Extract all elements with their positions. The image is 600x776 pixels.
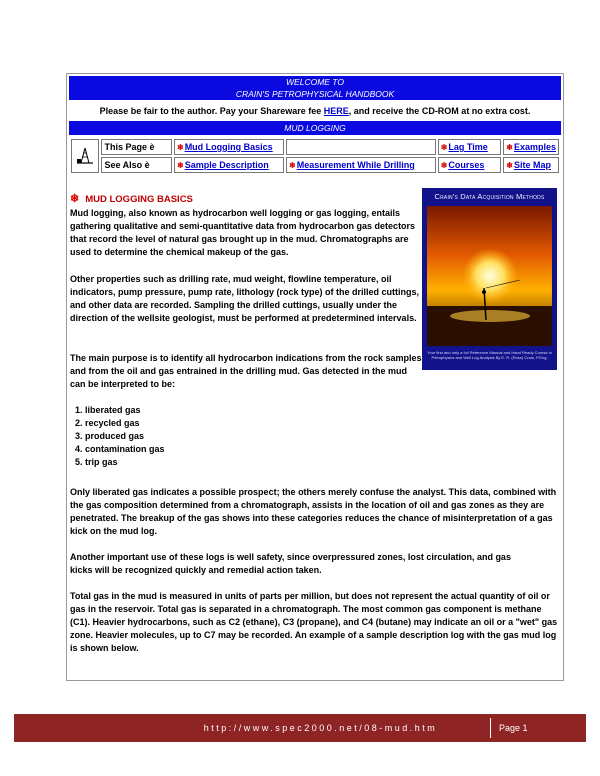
fee-text-before: Please be fair to the author. Pay your Shareware fee [99,106,324,116]
nav-site-map[interactable] [503,157,559,173]
nav-link-label[interactable]: Measurement While Drilling [296,160,415,170]
footer-page-number: Page 1 [490,718,551,738]
nav-link-label[interactable]: Sample Description [184,160,269,170]
nav-courses[interactable] [438,157,502,173]
maple-leaf-icon: ❄ [289,161,296,170]
fee-text-after: , and receive the CD-ROM at no extra cost. [348,106,531,116]
maple-leaf-icon: ❄ [506,161,513,170]
nav-lag-time[interactable] [438,139,502,155]
nav-row-see-also [71,157,559,173]
nav-measurement-while-drilling[interactable] [286,157,436,173]
nav-link-label[interactable]: Courses [448,160,485,170]
nav-empty-cell [286,139,436,155]
list-item: 3. produced gas [75,431,145,441]
paragraph-well-safety: Another important use of these logs is well safety, since overpressured zones, lost circulation, and gas kicks will be recognized quickly and remedial action taken. [70,552,511,575]
nav-see-also-label: See Also è [101,157,172,173]
footer-url[interactable]: http://www.spec2000.net/08-mud.htm [203,723,438,733]
fee-here-link[interactable]: HERE [323,106,349,116]
nav-this-page-label: This Page è [101,139,172,155]
paragraph-total-gas: Total gas in the mud is measured in units of parts per million, but does not represent the actual quantity of oil or gas in the reservoir. Total gas is separated in a chromatograph. The most common gas component is methane (C1). Heavier hydrocarbons, such as C2 (ethane), C3 (propane), and C4 (butane) may indicate an oil or a "wet" gas zone. Heavier molecules, up to C7 may be recorded. An example of a sample description log with the gas mud log is shown below. [70,591,558,653]
paragraph-purpose: The main purpose is to identify all hydrocarbon indications from the rock samples and from the oil and gas entrained in the drilling mud. Gas detected in the mud can be interpreted to be: [70,353,422,389]
nav-table [69,137,561,175]
book-cover-image[interactable] [422,188,557,370]
page-footer [14,714,586,742]
banner-line2: CRAIN'S PETROPHYSICAL HANDBOOK [235,89,395,99]
maple-leaf-icon: ❄ [70,193,80,205]
nav-link-label[interactable]: Lag Time [448,142,488,152]
section-bar: MUD LOGGING [69,121,561,135]
maple-leaf-icon: ❄ [176,143,184,152]
book-footer-text: Your first and only a full Reference Manual and Hand Ready Course in Petrophysics and Well Log Analysis By E. R. (Ross) Crain, P.Eng. [427,350,552,360]
book-title: Crain's Data Acquisition Methods [434,192,545,201]
oil-rig-icon [71,139,99,173]
heading-text: MUD LOGGING BASICS [85,194,193,205]
maple-leaf-icon: ❄ [440,143,448,152]
nav-row-this-page [71,139,559,155]
maple-leaf-icon: ❄ [440,161,448,170]
paragraph-liberated-gas: Only liberated gas indicates a possible prospect; the others merely confuse the analyst. This data, combined with the gas composition determined from a chromatograph, assists in the location of oil and gas zones as they are penetrated. The breakup of the gas shows into these categories reduces the chance of misinterpretation of a gas kick on the mud log. [70,487,557,536]
list-item: 4. contamination gas [75,444,165,454]
gas-types-list [75,404,165,469]
nav-link-label[interactable]: Site Map [513,160,551,170]
welcome-banner [69,76,561,100]
paragraph-intro: Mud logging, also known as hydrocarbon well logging or gas logging, entails gathering qualitative and semi-quantitative data from hydrocarbon gas detectors that record the level of natural gas brought up in the mud. Chromatographs are used to determine the chemical makeup of the gas. [70,208,416,257]
maple-leaf-icon: ❄ [506,143,513,152]
list-item: 2. recycled gas [75,418,140,428]
banner-line1: WELCOME TO [286,77,344,87]
list-item: 1. liberated gas [75,405,141,415]
nav-examples[interactable] [503,139,559,155]
shareware-notice [69,103,561,119]
nav-mud-logging-basics[interactable] [174,139,284,155]
nav-link-label[interactable]: Examples [513,142,556,152]
section-heading [70,192,193,205]
list-item: 5. trip gas [75,457,118,467]
nav-link-label[interactable]: Mud Logging Basics [184,142,273,152]
maple-leaf-icon: ❄ [176,161,184,170]
nav-sample-description[interactable] [174,157,284,173]
paragraph-properties: Other properties such as drilling rate, mud weight, flowline temperature, oil indicators, pump pressure, pump rate, lithology (rock type) of the drilled cuttings, and other data are recorded. Sampling the drilled cuttings, usually under the direction of the wellsite geologist, must be performed at predetermined intervals. [70,274,420,323]
